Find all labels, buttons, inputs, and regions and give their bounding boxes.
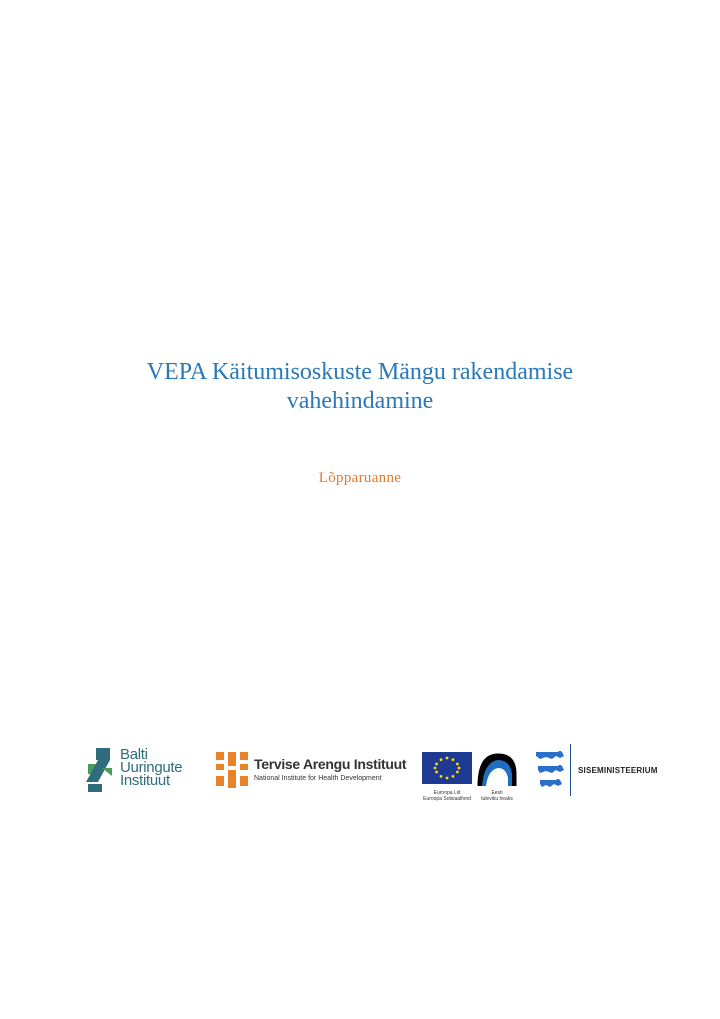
logo-strip [0,740,720,810]
tervise-arengu-instituut-logo [214,750,407,794]
document-subtitle: Lõpparuanne [318,470,402,486]
tai-name: Tervise Arengu Instituut [254,756,407,772]
estonia-caption [474,790,520,802]
eu-logo [420,750,474,800]
document-title [60,358,660,416]
tai-mark-icon [214,750,250,790]
bui-line-1: Balti [120,746,148,763]
three-lions-icon [534,744,566,792]
estonia-caption-line-1: Eesti [491,790,503,796]
siseministeerium-name: SISEMINISTEERIUM [578,766,658,775]
estonia-flag-icon [474,750,520,788]
siseministeerium-logo [534,744,674,800]
tai-subtitle: National Institute for Health Development [254,775,382,782]
title-line-2: vahehindamine [286,388,434,414]
siseministeerium-divider [570,744,571,796]
bui-name [120,748,182,787]
estonia-caption-line-2: tuleviku heaks [481,796,513,802]
balti-uuringute-instituut-logo [84,746,204,798]
eu-caption-line-1: Euroopa Liit [433,790,461,796]
bui-mark-icon [84,746,118,794]
bui-line-3: Instituut [120,772,170,789]
eu-caption [420,790,474,802]
bui-line-2: Uuringute [120,759,183,776]
eu-flag-icon [420,750,474,786]
estonia-logo [474,750,520,800]
title-line-1: VEPA Käitumisoskuste Mängu rakendamise [146,359,574,385]
eu-caption-line-2: Euroopa Sotsiaalfond [423,796,471,802]
